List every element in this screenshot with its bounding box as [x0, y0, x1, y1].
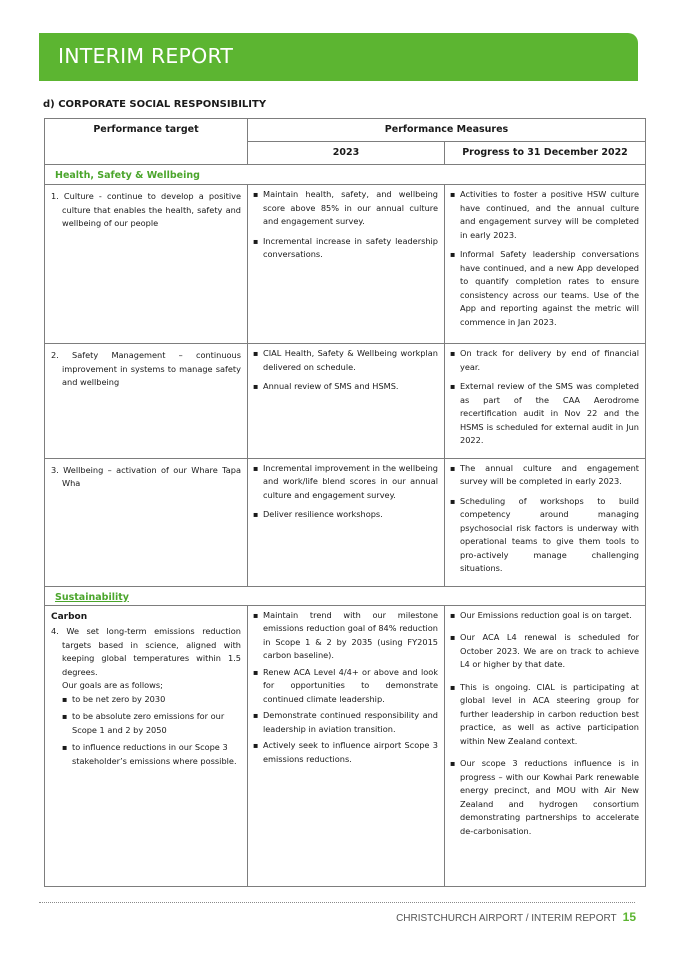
progress-item: ▪ Our scope 3 reductions influence is in progress – with our Kowhai Park renewable energy precinct, and MOU with Air New Zealand and hydrogen consortium demonstrating partnerships to accelerate de-carbonisation. — [450, 757, 639, 838]
footer-divider — [39, 902, 635, 903]
table-row — [45, 344, 646, 459]
progress-item: ▪ Activities to foster a positive HSW culture have continued, and the annual culture and engagement survey will be completed in early 2023. — [450, 188, 639, 242]
progress-item: ▪ External review of the SMS was completed as part of the CAA Aerodrome recertification audit in Nov 22 and the HSMS is scheduled for external audit in Jun 2022. — [450, 380, 639, 448]
section-heading: d) CORPORATE SOCIAL RESPONSIBILITY — [43, 99, 267, 110]
measure-item: ▪ CIAL Health, Safety & Wellbeing workplan delivered on schedule. — [253, 347, 438, 374]
measure-item: ▪ Incremental improvement in the wellbeing and work/life blend scores in our annual culture and engagement survey. — [253, 462, 438, 503]
target-text: 1. Culture - continue to develop a positive culture that enables the health, safety and wellbeing of our people — [51, 191, 241, 228]
measure-item: ▪ Annual review of SMS and HSMS. — [253, 380, 438, 394]
header-2023: 2023 — [248, 142, 445, 165]
measure-item: ▪ Renew ACA Level 4/4+ or above and look for opportunities to demonstrate continued climate leadership. — [253, 666, 438, 707]
report-banner — [39, 33, 638, 81]
table-row — [45, 185, 646, 344]
footer-text: CHRISTCHURCH AIRPORT / INTERIM REPORT — [396, 913, 617, 924]
page-number: 15 — [622, 910, 636, 924]
measure-item: ▪ Maintain health, safety, and wellbeing score above 85% in our annual culture and engagement survey. — [253, 188, 438, 229]
table-row — [45, 605, 646, 886]
measure-item: ▪ Deliver resilience workshops. — [253, 508, 438, 522]
header-performance-measures: Performance Measures — [248, 119, 646, 142]
measure-item: ▪ Maintain trend with our milestone emissions reduction goal of 84% reduction in Scope 1 & 2 by 2035 (using FY2015 carbon baseline). — [253, 609, 438, 663]
goal-item: ▪ to be net zero by 2030 — [62, 693, 241, 707]
progress-item: ▪ The annual culture and engagement survey will be completed in early 2023. — [450, 462, 639, 489]
category-sustainability: Sustainability — [45, 586, 646, 605]
header-performance-target: Performance target — [45, 119, 248, 165]
target-text: 2. Safety Management – continuous improvement in systems to manage safety and wellbeing — [51, 350, 241, 387]
progress-item: ▪ Our ACA L4 renewal is scheduled for October 2023. We are on track to achieve L4 or higher by that date. — [450, 631, 639, 672]
goals-intro: Our goals are as follows; — [62, 680, 163, 690]
progress-item: ▪ On track for delivery by end of financial year. — [450, 347, 639, 374]
progress-item: ▪ This is ongoing. CIAL is participating at global level in ACA steering group for further leadership in carbon reduction best practice, as well as active participation within New Zealand context. — [450, 681, 639, 749]
header-progress: Progress to 31 December 2022 — [445, 142, 646, 165]
measure-item: ▪ Actively seek to influence airport Scope 3 emissions reductions. — [253, 739, 438, 766]
progress-item: ▪ Our Emissions reduction goal is on target. — [450, 609, 639, 623]
progress-item: ▪ Informal Safety leadership conversations have continued, and a new App developed to quantify completion rates to ensure consistency across our teams. Use of the App and reporting against the metric will commence in Jan 2023. — [450, 248, 639, 329]
category-health-safety-wellbeing: Health, Safety & Wellbeing — [45, 165, 646, 185]
goal-item: ▪ to be absolute zero emissions for our Scope 1 and 2 by 2050 — [62, 710, 241, 737]
goal-item: ▪ to influence reductions in our Scope 3 stakeholder’s emissions where possible. — [62, 741, 241, 768]
target-text: 4. We set long-term emissions reduction targets based in science, aligned with keeping global temperatures within 1.5 degrees. — [51, 626, 241, 677]
page-footer — [396, 910, 636, 924]
table-row — [45, 458, 646, 586]
measure-item: ▪ Demonstrate continued responsibility and leadership in aviation transition. — [253, 709, 438, 736]
performance-table — [44, 118, 646, 887]
measure-item: ▪ Incremental increase in safety leadership conversations. — [253, 235, 438, 262]
carbon-subheading: Carbon — [51, 611, 88, 622]
banner-title: INTERIM REPORT — [58, 44, 234, 68]
target-text: 3. Wellbeing – activation of our Whare Tapa Wha — [51, 464, 241, 488]
progress-item: ▪ Scheduling of workshops to build competency around managing psychosocial risk factors is underway with operational teams to give them tools to pro-actively manage challenging situations. — [450, 495, 639, 576]
